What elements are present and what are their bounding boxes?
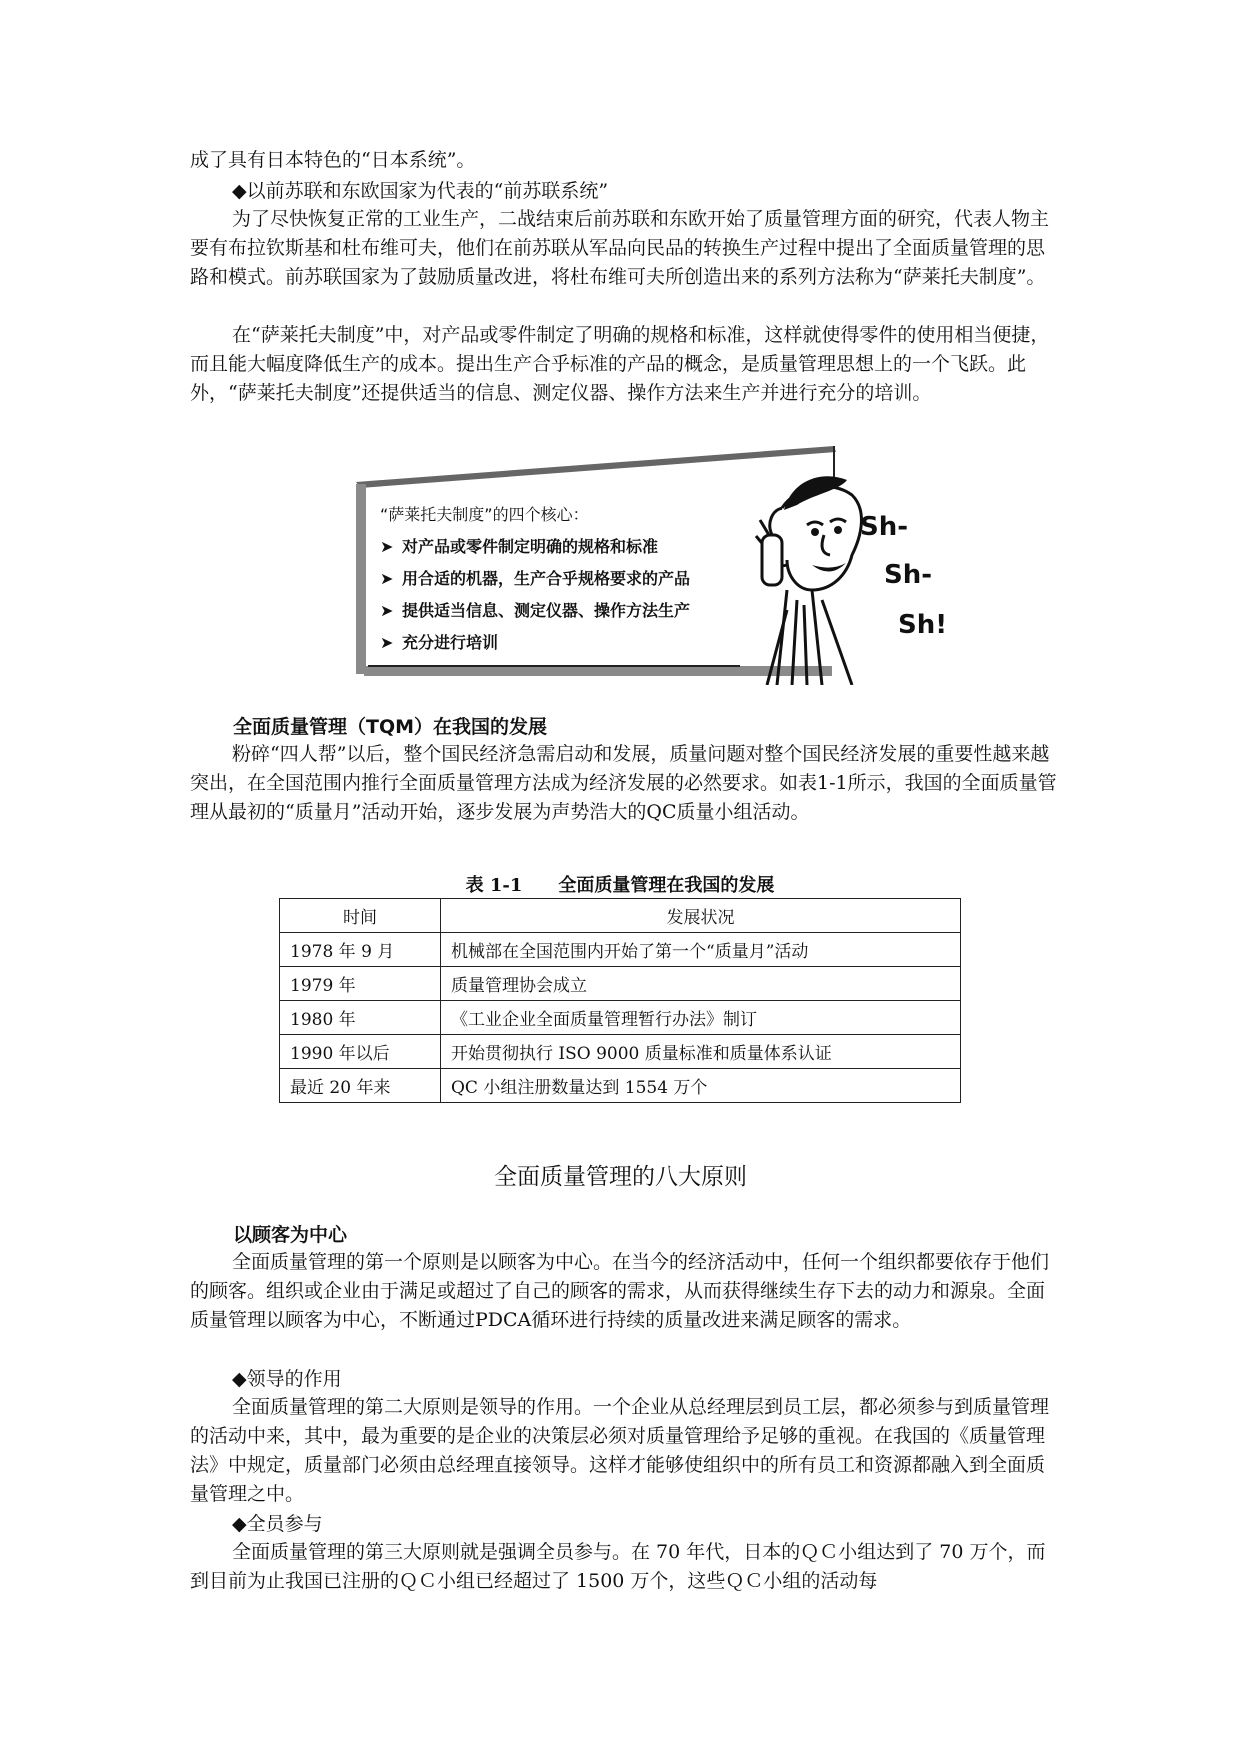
speech-text: Sh-	[884, 560, 933, 590]
core-item-text: 充分进行培训	[402, 633, 499, 652]
development-table	[279, 898, 961, 1103]
core-item-text: 用合适的机器，生产合乎规格要求的产品	[402, 569, 691, 588]
table-row	[280, 967, 961, 1001]
table-row	[280, 1069, 961, 1103]
table-row	[280, 933, 961, 967]
bullet-soviet-system: ◆以前苏联和东欧国家为代表的“前苏联系统”	[232, 180, 609, 202]
core-item: ➤ 提供适当信息、测定仪器、操作方法生产	[380, 601, 691, 620]
table-cell: 1990 年以后	[280, 1035, 441, 1069]
saratov-illustration	[350, 440, 948, 685]
column-header-time: 时间	[280, 899, 441, 933]
table-cell: 《工业企业全面质量管理暂行办法》制订	[441, 1001, 961, 1035]
speech-text: Sh-	[860, 512, 909, 542]
core-item: ➤ 用合适的机器，生产合乎规格要求的产品	[380, 569, 691, 588]
bullet-full-participation: ◆全员参与	[232, 1513, 323, 1535]
table-cell: 开始贯彻执行 ISO 9000 质量标准和质量体系认证	[441, 1035, 961, 1069]
heading-customer-focus: 以顾客为中心	[233, 1224, 348, 1246]
section-title: 全面质量管理的八大原则	[494, 1164, 747, 1190]
speech-text: Sh!	[898, 610, 948, 640]
core-item: ➤ 对产品或零件制定明确的规格和标准	[380, 537, 659, 556]
heading-china-development: 全面质量管理（TQM）在我国的发展	[233, 716, 548, 738]
bullet-leadership: ◆领导的作用	[232, 1368, 342, 1390]
paragraph-leadership: 全面质量管理的第二大原则是领导的作用。一个企业从总经理层到员工层，都必须参与到质量管理的活动中来，其中，最为重要的是企业的决策层必须对质量管理给予足够的重视。在我国的《质量管理法》中规定，质量部门必须由总经理直接领导。这样才能够使组织中的所有员工和资源都融入到全面质量管理之中。	[190, 1396, 1050, 1505]
paragraph-customer: 全面质量管理的第一个原则是以顾客为中心。在当今的经济活动中，任何一个组织都要依存于他们的顾客。组织或企业由于满足或超过了自己的顾客的需求，从而获得继续生存下去的动力和源泉。全面质量管理以顾客为中心，不断通过PDCA循环进行持续的质量改进来满足顾客的需求。	[190, 1251, 1050, 1331]
table-cell: 最近 20 年来	[280, 1069, 441, 1103]
table-cell: 机械部在全国范围内开始了第一个“质量月”活动	[441, 933, 961, 967]
table-cell: 质量管理协会成立	[441, 967, 961, 1001]
core-item: ➤ 充分进行培训	[380, 633, 499, 652]
illustration-title: “萨莱托夫制度”的四个核心：	[380, 505, 589, 524]
table-row	[280, 1001, 961, 1035]
core-item-text: 提供适当信息、测定仪器、操作方法生产	[402, 601, 691, 620]
paragraph-participation: 全面质量管理的第三大原则就是强调全员参与。在 70 年代，日本的ＱＣ小组达到了 70 万个，而到目前为止我国已注册的ＱＣ小组已经超过了 1500 万个，这些ＱＣ小组的活动每	[190, 1541, 1046, 1592]
core-item-text: 对产品或零件制定明确的规格和标准	[402, 537, 659, 556]
table-cell: 1979 年	[280, 967, 441, 1001]
paragraph-china: 粉碎“四人帮”以后，整个国民经济急需启动和发展，质量问题对整个国民经济发展的重要性越来越突出，在全国范围内推行全面质量管理方法成为经济发展的必然要求。如表1-1所示，我国的全面质量管理从最初的“质量月”活动开始，逐步发展为声势浩大的QC质量小组活动。	[190, 743, 1057, 823]
table-cell: 1980 年	[280, 1001, 441, 1035]
table-caption: 表 1-1 全面质量管理在我国的发展	[465, 875, 775, 896]
paragraph-soviet-1: 为了尽快恢复正常的工业生产，二战结束后前苏联和东欧开始了质量管理方面的研究，代表人物主要有布拉钦斯基和杜布维可夫，他们在前苏联从军品向民品的转换生产过程中提出了全面质量管理的思路和模式。前苏联国家为了鼓励质量改进，将杜布维可夫所创造出来的系列方法称为“萨莱托夫制度”。	[190, 208, 1050, 288]
table-row	[280, 1035, 961, 1069]
table-cell: 1978 年 9 月	[280, 933, 441, 967]
paragraph-intro-end: 成了具有日本特色的“日本系统”。	[190, 149, 476, 171]
paragraph-soviet-2: 在“萨莱托夫制度”中，对产品或零件制定了明确的规格和标准，这样就使得零件的使用相当便捷，而且能大幅度降低生产的成本。提出生产合乎标准的产品的概念，是质量管理思想上的一个飞跃。此外，“萨莱托夫制度”还提供适当的信息、测定仪器、操作方法来生产并进行充分的培训。	[190, 324, 1050, 404]
column-header-status: 发展状况	[441, 899, 961, 933]
table-cell: QC 小组注册数量达到 1554 万个	[441, 1069, 961, 1103]
table-header-row	[280, 899, 961, 933]
